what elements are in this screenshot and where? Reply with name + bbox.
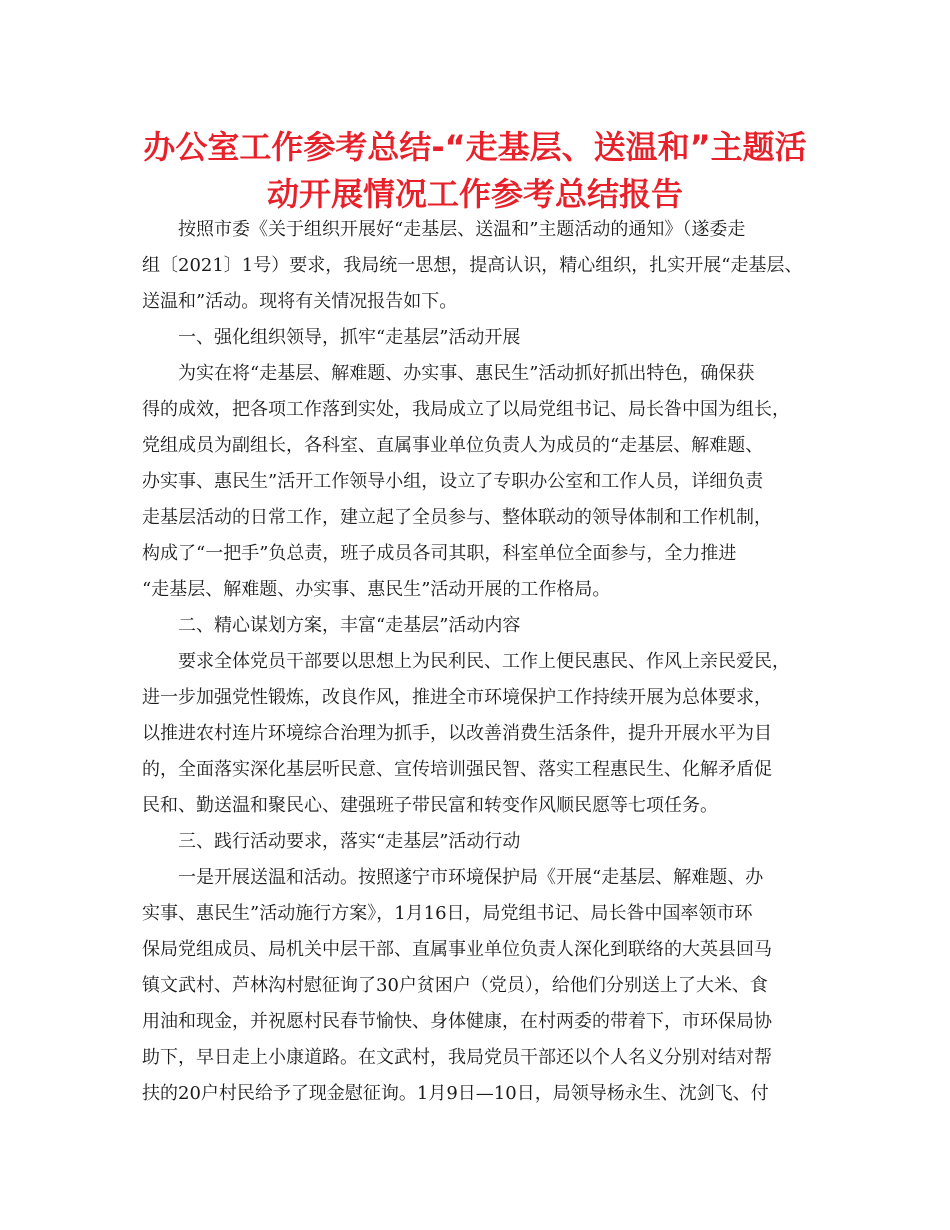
paragraph-line: 组〔2021〕1号）要求，我局统一思想，提高认识，精心组织，扎实开展“走基层、: [142, 255, 803, 276]
section-heading: 三、践行活动要求，落实“走基层”活动行动: [178, 831, 521, 852]
paragraph-line: 一是开展送温和活动。按照遂宁市环境保护局《开展“走基层、解难题、办: [178, 867, 764, 888]
document-title-line-1: 办公室工作参考总结-“走基层、送温和”主题活: [143, 128, 807, 166]
paragraph-line: 的，全面落实深化基层听民意、宣传培训强民智、落实工程惠民生、化解矛盾促: [142, 759, 772, 780]
paragraph-line: 扶的20户村民给予了现金慰征询。1月9日—10日，局领导杨永生、沈剑飞、付: [142, 1083, 769, 1104]
paragraph-line: 走基层活动的日常工作，建立起了全员参与、整体联动的领导体制和工作机制，: [142, 507, 772, 528]
section-heading: 二、精心谋划方案，丰富“走基层”活动内容: [178, 615, 521, 636]
paragraph-line: 得的成效，把各项工作落到实处，我局成立了以局党组书记、局长昝中国为组长，: [142, 399, 790, 420]
paragraph-line: 要求全体党员干部要以思想上为民利民、工作上便民惠民、作风上亲民爱民，: [178, 651, 790, 672]
paragraph-line: 送温和”活动。现将有关情况报告如下。: [142, 291, 458, 312]
paragraph-line: 为实在将“走基层、解难题、办实事、惠民生”活动抓好抓出特色，确保获: [178, 363, 755, 384]
paragraph-line: 民和、勤送温和聚民心、建强班子带民富和转变作风顺民愿等七项任务。: [142, 795, 718, 816]
paragraph-line: “走基层、解难题、办实事、惠民生”活动开展的工作格局。: [142, 579, 611, 600]
paragraph-line: 进一步加强党性锻炼，改良作风，推进全市环境保护工作持续开展为总体要求，: [142, 687, 772, 708]
paragraph-line: 实事、惠民生”活动施行方案》，1月16日，局党组书记、局长昝中国率领市环: [142, 903, 753, 924]
document-title-line-2: 动开展情况工作参考总结报告: [266, 175, 683, 213]
paragraph-line: 镇文武村、芦林沟村慰征询了30户贫困户（党员），给他们分别送上了大米、食: [142, 975, 768, 996]
paragraph-line: 构成了“一把手”负总责，班子成员各司其职，科室单位全面参与，全力推进: [142, 543, 737, 564]
paragraph-line: 以推进农村连片环境综合治理为抓手，以改善消费生活条件，提升开展水平为目: [142, 723, 772, 744]
section-heading: 一、强化组织领导，抓牢“走基层”活动开展: [178, 327, 521, 348]
paragraph-line: 保局党组成员、局机关中层干部、直属事业单位负责人深化到联络的大英县回马: [142, 939, 772, 960]
paragraph-line: 办实事、惠民生”活开工作领导小组，设立了专职办公室和工作人员，详细负责: [142, 471, 764, 492]
paragraph-line: 助下，早日走上小康道路。在文武村，我局党员干部还以个人名义分别对结对帮: [142, 1047, 772, 1068]
paragraph-line: 党组成员为副组长，各科室、直属事业单位负责人为成员的“走基层、解难题、: [142, 435, 764, 456]
paragraph-line: 按照市委《关于组织开展好“走基层、送温和”主题活动的通知》（遂委走: [178, 219, 746, 240]
paragraph-line: 用油和现金，并祝愿村民春节愉快、身体健康，在村两委的带着下，市环保局协: [142, 1011, 772, 1032]
